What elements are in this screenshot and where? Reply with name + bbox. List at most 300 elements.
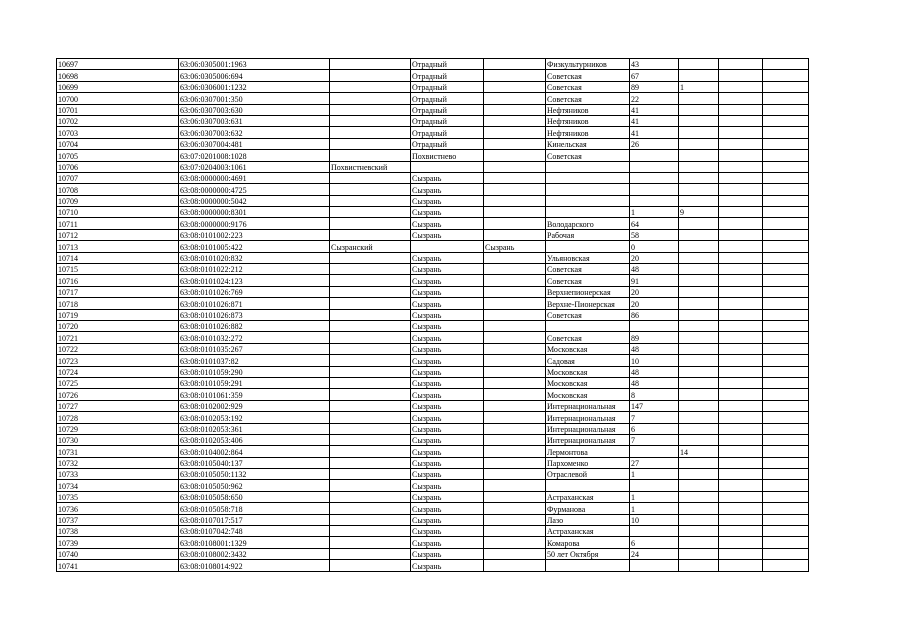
city-cell: Сызрань [411, 412, 484, 423]
col10-cell [763, 59, 809, 70]
street-cell [546, 161, 630, 172]
settlement-cell [484, 389, 546, 400]
col9-cell [719, 59, 763, 70]
cadastral-number-cell: 63:08:0101026:871 [179, 298, 330, 309]
table-row [57, 298, 809, 309]
table-row [57, 161, 809, 172]
settlement-cell [484, 423, 546, 434]
district-cell [330, 218, 411, 229]
house-number-cell: 1 [630, 503, 679, 514]
street-cell: Пархоменко [546, 457, 630, 468]
col10-cell [763, 469, 809, 480]
table-row [57, 548, 809, 559]
settlement-cell [484, 275, 546, 286]
building-cell [679, 366, 719, 377]
district-cell [330, 150, 411, 161]
district-cell [330, 526, 411, 537]
cadastral-number-cell: 63:08:0105040:137 [179, 457, 330, 468]
house-number-cell: 67 [630, 70, 679, 81]
settlement-cell: Сызрань [484, 241, 546, 252]
house-number-cell: 43 [630, 59, 679, 70]
table-row [57, 503, 809, 514]
street-cell: Московская [546, 366, 630, 377]
building-cell [679, 264, 719, 275]
street-cell [546, 207, 630, 218]
cadastral-number-cell: 63:08:0101032:272 [179, 332, 330, 343]
district-cell [330, 457, 411, 468]
street-cell: Интернациональная [546, 400, 630, 411]
col9-cell [719, 127, 763, 138]
building-cell [679, 229, 719, 240]
building-cell [679, 457, 719, 468]
district-cell [330, 127, 411, 138]
district-cell [330, 309, 411, 320]
settlement-cell [484, 264, 546, 275]
col10-cell [763, 355, 809, 366]
district-cell: Сызранский [330, 241, 411, 252]
col9-cell [719, 355, 763, 366]
street-cell: Володарского [546, 218, 630, 229]
building-cell [679, 423, 719, 434]
row-number-cell: 10699 [57, 81, 179, 92]
col9-cell [719, 161, 763, 172]
street-cell: Интернациональная [546, 412, 630, 423]
city-cell: Отрадный [411, 115, 484, 126]
row-number-cell: 10710 [57, 207, 179, 218]
col10-cell [763, 70, 809, 81]
street-cell: Советская [546, 275, 630, 286]
building-cell: 9 [679, 207, 719, 218]
street-cell: Советская [546, 81, 630, 92]
cadastral-number-cell: 63:08:0101059:291 [179, 377, 330, 388]
city-cell: Сызрань [411, 469, 484, 480]
row-number-cell: 10729 [57, 423, 179, 434]
row-number-cell: 10713 [57, 241, 179, 252]
city-cell: Сызрань [411, 423, 484, 434]
city-cell: Сызрань [411, 286, 484, 297]
street-cell: Советская [546, 150, 630, 161]
col9-cell [719, 446, 763, 457]
building-cell [679, 480, 719, 491]
cadastral-number-cell: 63:08:0101022:212 [179, 264, 330, 275]
settlement-cell [484, 480, 546, 491]
col10-cell [763, 229, 809, 240]
row-number-cell: 10737 [57, 514, 179, 525]
street-cell: Интернациональная [546, 423, 630, 434]
col10-cell [763, 446, 809, 457]
cadastral-number-cell: 63:07:0201008:1028 [179, 150, 330, 161]
row-number-cell: 10712 [57, 229, 179, 240]
row-number-cell: 10705 [57, 150, 179, 161]
row-number-cell: 10732 [57, 457, 179, 468]
district-cell [330, 503, 411, 514]
cadastral-number-cell: 63:06:0307003:632 [179, 127, 330, 138]
col9-cell [719, 115, 763, 126]
building-cell [679, 355, 719, 366]
street-cell: Кинельская [546, 138, 630, 149]
city-cell: Сызрань [411, 514, 484, 525]
col10-cell [763, 548, 809, 559]
col10-cell [763, 81, 809, 92]
street-cell: 50 лет Октября [546, 548, 630, 559]
table-row [57, 195, 809, 206]
district-cell [330, 70, 411, 81]
cadastral-number-cell: 63:08:0105058:650 [179, 491, 330, 502]
street-cell: Верхне-Пионерская [546, 298, 630, 309]
house-number-cell: 10 [630, 514, 679, 525]
district-cell [330, 400, 411, 411]
district-cell [330, 252, 411, 263]
building-cell [679, 93, 719, 104]
table-row [57, 400, 809, 411]
table-row [57, 59, 809, 70]
building-cell [679, 469, 719, 480]
settlement-cell [484, 70, 546, 81]
row-number-cell: 10714 [57, 252, 179, 263]
street-cell [546, 241, 630, 252]
district-cell [330, 434, 411, 445]
building-cell [679, 491, 719, 502]
cadastral-number-cell: 63:08:0101024:123 [179, 275, 330, 286]
city-cell: Сызрань [411, 389, 484, 400]
cadastral-number-cell: 63:08:0102002:929 [179, 400, 330, 411]
district-cell [330, 229, 411, 240]
settlement-cell [484, 218, 546, 229]
col10-cell [763, 161, 809, 172]
col9-cell [719, 298, 763, 309]
col10-cell [763, 332, 809, 343]
col10-cell [763, 172, 809, 183]
house-number-cell [630, 195, 679, 206]
cadastral-number-cell: 63:08:0105058:718 [179, 503, 330, 514]
building-cell [679, 503, 719, 514]
house-number-cell: 27 [630, 457, 679, 468]
building-cell: 1 [679, 81, 719, 92]
building-cell [679, 320, 719, 331]
table-row [57, 241, 809, 252]
settlement-cell [484, 172, 546, 183]
settlement-cell [484, 59, 546, 70]
house-number-cell: 8 [630, 389, 679, 400]
table-row [57, 229, 809, 240]
data-table [56, 58, 809, 572]
col10-cell [763, 150, 809, 161]
col9-cell [719, 526, 763, 537]
city-cell: Сызрань [411, 320, 484, 331]
district-cell [330, 548, 411, 559]
table-row [57, 446, 809, 457]
cadastral-number-cell: 63:06:0306001:1232 [179, 81, 330, 92]
row-number-cell: 10738 [57, 526, 179, 537]
col9-cell [719, 229, 763, 240]
house-number-cell [630, 560, 679, 571]
col9-cell [719, 423, 763, 434]
cadastral-number-cell: 63:06:0305001:1963 [179, 59, 330, 70]
settlement-cell [484, 195, 546, 206]
street-cell: Рабочая [546, 229, 630, 240]
row-number-cell: 10718 [57, 298, 179, 309]
building-cell [679, 514, 719, 525]
table-row [57, 81, 809, 92]
table-row [57, 264, 809, 275]
col10-cell [763, 503, 809, 514]
house-number-cell [630, 446, 679, 457]
building-cell [679, 377, 719, 388]
settlement-cell [484, 366, 546, 377]
house-number-cell: 86 [630, 309, 679, 320]
col9-cell [719, 548, 763, 559]
house-number-cell: 1 [630, 491, 679, 502]
building-cell [679, 548, 719, 559]
house-number-cell: 7 [630, 434, 679, 445]
cadastral-number-cell: 63:06:0305006:694 [179, 70, 330, 81]
table-row [57, 537, 809, 548]
district-cell [330, 298, 411, 309]
street-cell: Советская [546, 264, 630, 275]
city-cell: Отрадный [411, 138, 484, 149]
city-cell: Сызрань [411, 548, 484, 559]
col9-cell [719, 389, 763, 400]
street-cell [546, 320, 630, 331]
table-row [57, 526, 809, 537]
settlement-cell [484, 115, 546, 126]
row-number-cell: 10740 [57, 548, 179, 559]
row-number-cell: 10739 [57, 537, 179, 548]
city-cell [411, 241, 484, 252]
cadastral-number-cell: 63:08:0101005:422 [179, 241, 330, 252]
col9-cell [719, 252, 763, 263]
settlement-cell [484, 320, 546, 331]
settlement-cell [484, 332, 546, 343]
col9-cell [719, 241, 763, 252]
col10-cell [763, 480, 809, 491]
row-number-cell: 10698 [57, 70, 179, 81]
house-number-cell: 6 [630, 423, 679, 434]
building-cell [679, 172, 719, 183]
street-cell: Астраханская [546, 526, 630, 537]
house-number-cell: 41 [630, 104, 679, 115]
settlement-cell [484, 400, 546, 411]
house-number-cell: 7 [630, 412, 679, 423]
settlement-cell [484, 491, 546, 502]
col9-cell [719, 104, 763, 115]
house-number-cell: 64 [630, 218, 679, 229]
cadastral-number-cell: 63:08:0101035:267 [179, 343, 330, 354]
street-cell [546, 480, 630, 491]
building-cell [679, 150, 719, 161]
city-cell: Сызрань [411, 309, 484, 320]
row-number-cell: 10697 [57, 59, 179, 70]
row-number-cell: 10709 [57, 195, 179, 206]
street-cell [546, 172, 630, 183]
settlement-cell [484, 309, 546, 320]
table-row [57, 423, 809, 434]
district-cell [330, 115, 411, 126]
city-cell: Сызрань [411, 491, 484, 502]
col9-cell [719, 377, 763, 388]
district-cell [330, 172, 411, 183]
house-number-cell: 89 [630, 81, 679, 92]
house-number-cell: 48 [630, 377, 679, 388]
col10-cell [763, 286, 809, 297]
col10-cell [763, 526, 809, 537]
street-cell: Нефтяников [546, 127, 630, 138]
settlement-cell [484, 526, 546, 537]
row-number-cell: 10741 [57, 560, 179, 571]
col10-cell [763, 252, 809, 263]
cadastral-number-cell: 63:07:0204003:1061 [179, 161, 330, 172]
district-cell [330, 81, 411, 92]
building-cell [679, 104, 719, 115]
city-cell: Сызрань [411, 560, 484, 571]
col10-cell [763, 241, 809, 252]
table-row [57, 93, 809, 104]
building-cell [679, 400, 719, 411]
building-cell [679, 309, 719, 320]
building-cell [679, 275, 719, 286]
city-cell: Отрадный [411, 127, 484, 138]
cadastral-number-cell: 63:08:0104002:864 [179, 446, 330, 457]
district-cell [330, 366, 411, 377]
table-row [57, 138, 809, 149]
building-cell [679, 115, 719, 126]
street-cell [546, 560, 630, 571]
settlement-cell [484, 355, 546, 366]
table-row [57, 434, 809, 445]
building-cell [679, 70, 719, 81]
settlement-cell [484, 207, 546, 218]
col9-cell [719, 480, 763, 491]
row-number-cell: 10733 [57, 469, 179, 480]
city-cell: Сызрань [411, 343, 484, 354]
table-row [57, 355, 809, 366]
table-row [57, 150, 809, 161]
settlement-cell [484, 161, 546, 172]
cadastral-number-cell: 63:08:0101002:223 [179, 229, 330, 240]
col9-cell [719, 332, 763, 343]
row-number-cell: 10706 [57, 161, 179, 172]
house-number-cell: 0 [630, 241, 679, 252]
cadastral-number-cell: 63:08:0108001:1329 [179, 537, 330, 548]
table-row [57, 332, 809, 343]
row-number-cell: 10720 [57, 320, 179, 331]
settlement-cell [484, 503, 546, 514]
col9-cell [719, 138, 763, 149]
settlement-cell [484, 286, 546, 297]
row-number-cell: 10700 [57, 93, 179, 104]
district-cell [330, 275, 411, 286]
city-cell: Сызрань [411, 252, 484, 263]
district-cell [330, 537, 411, 548]
cadastral-number-cell: 63:08:0107017:517 [179, 514, 330, 525]
table-row [57, 275, 809, 286]
table-row [57, 309, 809, 320]
settlement-cell [484, 537, 546, 548]
table-row [57, 218, 809, 229]
cadastral-number-cell: 63:08:0101061:359 [179, 389, 330, 400]
settlement-cell [484, 548, 546, 559]
building-cell [679, 412, 719, 423]
table-row [57, 469, 809, 480]
table-row [57, 366, 809, 377]
table-row [57, 286, 809, 297]
street-cell: Верхнепионерская [546, 286, 630, 297]
table-row [57, 514, 809, 525]
district-cell [330, 207, 411, 218]
house-number-cell [630, 184, 679, 195]
row-number-cell: 10724 [57, 366, 179, 377]
city-cell: Сызрань [411, 275, 484, 286]
col10-cell [763, 491, 809, 502]
district-cell [330, 286, 411, 297]
house-number-cell: 1 [630, 207, 679, 218]
district-cell [330, 491, 411, 502]
district-cell [330, 480, 411, 491]
city-cell: Сызрань [411, 184, 484, 195]
cadastral-number-cell: 63:08:0102053:361 [179, 423, 330, 434]
house-number-cell [630, 150, 679, 161]
col9-cell [719, 537, 763, 548]
building-cell [679, 560, 719, 571]
col9-cell [719, 172, 763, 183]
col10-cell [763, 320, 809, 331]
row-number-cell: 10722 [57, 343, 179, 354]
street-cell: Советская [546, 70, 630, 81]
settlement-cell [484, 93, 546, 104]
settlement-cell [484, 560, 546, 571]
row-number-cell: 10725 [57, 377, 179, 388]
street-cell: Лазо [546, 514, 630, 525]
table-row [57, 252, 809, 263]
table-row [57, 560, 809, 571]
house-number-cell [630, 480, 679, 491]
house-number-cell: 41 [630, 127, 679, 138]
house-number-cell: 58 [630, 229, 679, 240]
building-cell [679, 434, 719, 445]
col9-cell [719, 184, 763, 195]
street-cell: Московская [546, 343, 630, 354]
row-number-cell: 10728 [57, 412, 179, 423]
city-cell: Сызрань [411, 298, 484, 309]
table-row [57, 207, 809, 218]
house-number-cell: 20 [630, 286, 679, 297]
row-number-cell: 10703 [57, 127, 179, 138]
house-number-cell [630, 526, 679, 537]
col9-cell [719, 195, 763, 206]
settlement-cell [484, 343, 546, 354]
col9-cell [719, 264, 763, 275]
district-cell [330, 377, 411, 388]
col9-cell [719, 366, 763, 377]
cadastral-number-cell: 63:08:0101026:769 [179, 286, 330, 297]
district-cell [330, 412, 411, 423]
city-cell: Сызрань [411, 446, 484, 457]
col10-cell [763, 434, 809, 445]
building-cell [679, 127, 719, 138]
cadastral-number-cell: 63:06:0307001:350 [179, 93, 330, 104]
table-row [57, 343, 809, 354]
row-number-cell: 10707 [57, 172, 179, 183]
building-cell [679, 252, 719, 263]
col10-cell [763, 560, 809, 571]
table-row [57, 127, 809, 138]
city-cell: Сызрань [411, 195, 484, 206]
district-cell [330, 320, 411, 331]
city-cell: Сызрань [411, 537, 484, 548]
cadastral-number-cell: 63:08:0101020:832 [179, 252, 330, 263]
col10-cell [763, 298, 809, 309]
city-cell: Сызрань [411, 503, 484, 514]
